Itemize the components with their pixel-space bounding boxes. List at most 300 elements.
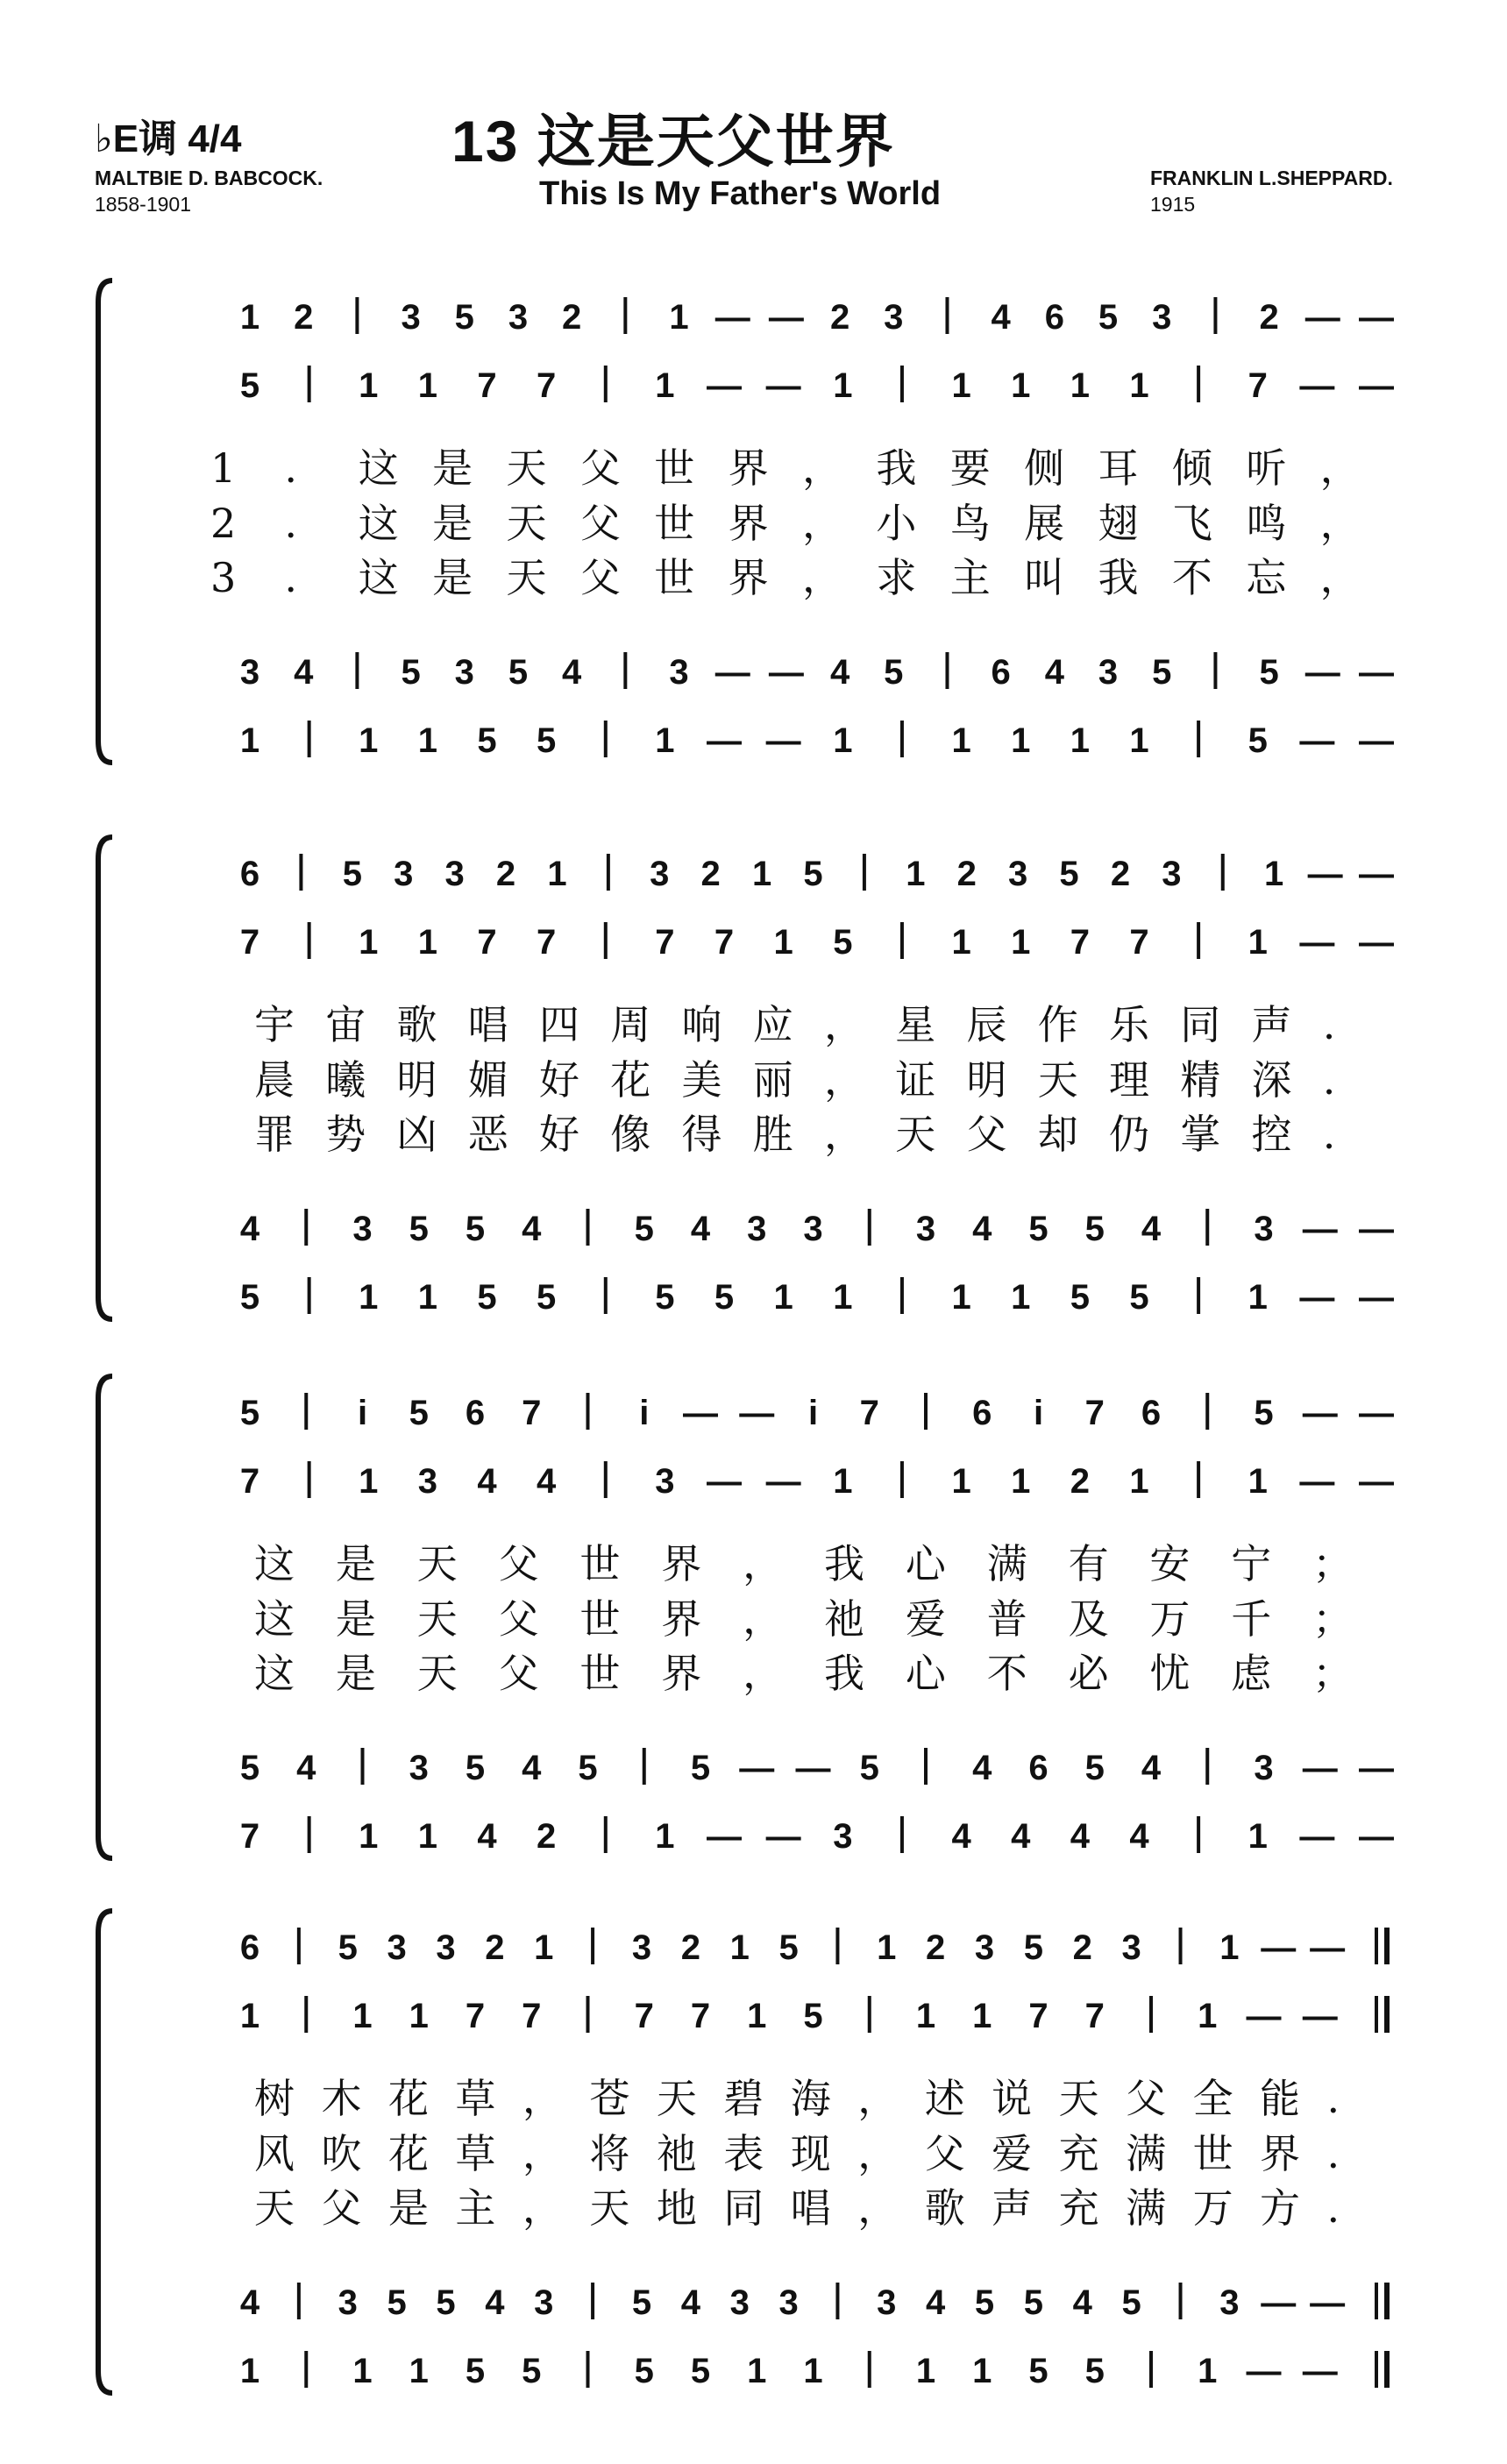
- note-digit: 5: [342, 855, 362, 893]
- note-digit: 5: [1259, 653, 1279, 692]
- lyric-verse-3-syllable: 父: [498, 1650, 539, 1697]
- note-digit: 5: [454, 298, 474, 337]
- lyric-verse-1-syllable: 碧: [723, 2075, 764, 2122]
- lyric-verse-1-syllable: ，: [857, 2075, 899, 2122]
- note-digit: 7: [1084, 1394, 1105, 1432]
- lyric-verse-1-syllable: 界: [728, 444, 769, 492]
- note-digit: 1: [359, 923, 379, 962]
- note-digit: —: [683, 1394, 718, 1432]
- note-digit: 4: [296, 1749, 316, 1787]
- note-digit: 5: [239, 1749, 260, 1787]
- note-digit: 1: [915, 1997, 936, 2035]
- lyric-verse-2-syllable: 充: [1058, 2130, 1099, 2177]
- note-digit: 2: [1110, 855, 1131, 893]
- lyric-verse-1-syllable: 四: [539, 1001, 579, 1048]
- note-digit: 1: [417, 1817, 438, 1856]
- note-digit: 2: [700, 855, 721, 893]
- lyric-verse-1-syllable: 星: [895, 1001, 936, 1048]
- note-digit: 1: [773, 1278, 793, 1317]
- note-digit: 5: [436, 2283, 456, 2322]
- note-digit: 3: [1121, 1928, 1141, 1967]
- lyric-verse-1-syllable: 这: [358, 444, 399, 492]
- lyric-verse-2-syllable: ，: [857, 2130, 899, 2177]
- lyric-verse-2-syllable: 展: [1024, 500, 1065, 547]
- lyric-verse-3-syllable: 仍: [1109, 1111, 1149, 1158]
- lyric-verse-3-syllable: 是: [432, 554, 473, 601]
- note-digit: 5: [1028, 1210, 1049, 1248]
- note-digit: 1: [359, 366, 379, 405]
- lyric-verse-1-syllable: 有: [1068, 1540, 1109, 1587]
- note-digit: 4: [239, 1210, 260, 1248]
- note-digit: 3: [508, 298, 529, 337]
- lyric-verse-1-syllable: 同: [1180, 1001, 1221, 1048]
- note-digit: 5: [1084, 1749, 1105, 1787]
- note-digit: —: [1310, 1928, 1346, 1967]
- lyric-verse-2-syllable: 好: [539, 1056, 579, 1104]
- note-digit: 5: [1098, 298, 1119, 337]
- note-digit: 3: [974, 1928, 995, 1967]
- note-digit: 1: [547, 855, 567, 893]
- note-digit: 3: [401, 298, 421, 337]
- note-digit: 4: [991, 298, 1011, 337]
- lyric-verse-2-syllable: 小: [876, 500, 917, 547]
- note-digit: 1: [1264, 855, 1284, 893]
- note-digit: 6: [465, 1394, 486, 1432]
- lyric-verse-2-syllable: .: [284, 500, 297, 547]
- note-digit: 5: [1028, 2352, 1049, 2390]
- note-digit: 5: [833, 923, 853, 962]
- lyric-verse-3-syllable: 界: [661, 1650, 702, 1697]
- note-digit: 4: [294, 653, 314, 692]
- note-digit: 2: [537, 1817, 557, 1856]
- lyric-verse-2-syllable: 万: [1149, 1595, 1191, 1643]
- note-digit: 5: [655, 1278, 675, 1317]
- lyric-verse-1-syllable: 父: [1126, 2075, 1167, 2122]
- note-digit: 1: [1070, 366, 1090, 405]
- lyric-verse-2-syllable: ，: [1319, 500, 1361, 547]
- note-digit: 3: [1098, 653, 1119, 692]
- note-digit: 5: [1084, 1210, 1105, 1248]
- note-digit: 5: [387, 2283, 407, 2322]
- lyric-verse-1-syllable: 草: [455, 2075, 496, 2122]
- lyric-verse-2-syllable: 界: [1260, 2130, 1301, 2177]
- lyric-verse-1-syllable: 木: [321, 2075, 362, 2122]
- note-digit: 7: [1070, 923, 1090, 962]
- lyric-verse-1-syllable: 花: [387, 2075, 429, 2122]
- lyric-verse-1-syllable: 天: [656, 2075, 697, 2122]
- note-digit: —: [1359, 855, 1394, 893]
- note-digit: 1: [352, 2352, 373, 2390]
- lyric-verse-3-syllable: 充: [1058, 2184, 1099, 2232]
- lyric-verse-1-syllable: 听: [1246, 444, 1287, 492]
- lyric-verse-3-syllable: 天: [589, 2184, 630, 2232]
- note-digit: 2: [495, 855, 516, 893]
- lyric-verse-3-syllable: 唱: [790, 2184, 831, 2232]
- lyric-verse-3-syllable: ，: [522, 2184, 563, 2232]
- lyric-verse-1-syllable: 父: [579, 444, 621, 492]
- lyric-verse-3-syllable: 是: [335, 1650, 376, 1697]
- note-digit: 2: [1072, 1928, 1092, 1967]
- note-digit: 3: [1254, 1210, 1274, 1248]
- note-digit: —: [1359, 1817, 1394, 1856]
- lyric-verse-3-syllable: ，: [857, 2184, 899, 2232]
- lyric-verse-2-syllable: 2: [210, 500, 237, 547]
- lyric-verse-3-syllable: 万: [1192, 2184, 1233, 2232]
- note-digit: 1: [833, 721, 853, 760]
- lyric-verse-3-syllable: 父: [966, 1111, 1007, 1158]
- lyric-verse-2-syllable: 爱: [905, 1595, 946, 1643]
- lyric-verse-3-syllable: 却: [1037, 1111, 1078, 1158]
- lyric-verse-2-syllable: 是: [432, 500, 473, 547]
- note-digit: 4: [562, 653, 582, 692]
- lyricist-name: MALTBIE D. BABCOCK.: [95, 167, 323, 189]
- lyric-verse-1-syllable: 歌: [396, 1001, 437, 1048]
- note-digit: —: [1359, 1462, 1394, 1501]
- lyric-verse-1-syllable: 唱: [467, 1001, 508, 1048]
- note-digit: 5: [477, 721, 497, 760]
- lyric-verse-1-syllable: 满: [986, 1540, 1027, 1587]
- lyric-verse-2-syllable: 曦: [325, 1056, 366, 1104]
- lyric-verse-1-syllable: ，: [522, 2075, 563, 2122]
- note-digit: 3: [394, 855, 414, 893]
- lyric-verse-2-syllable: ，: [743, 1595, 784, 1643]
- lyric-verse-2-syllable: 父: [924, 2130, 965, 2177]
- note-digit: —: [795, 1749, 831, 1787]
- note-digit: —: [1299, 1278, 1335, 1317]
- lyric-verse-1-syllable: 世: [654, 444, 695, 492]
- note-digit: 1: [359, 1817, 379, 1856]
- system-bracket: [98, 280, 112, 763]
- note-digit: 3: [747, 1210, 767, 1248]
- lyric-verse-3-syllable: ，: [743, 1650, 784, 1697]
- note-digit: 5: [803, 855, 823, 893]
- note-digit: 6: [1141, 1394, 1162, 1432]
- note-digit: —: [1261, 1928, 1297, 1967]
- note-digit: 3: [417, 1462, 438, 1501]
- note-digit: —: [1359, 1278, 1394, 1317]
- lyric-verse-2-syllable: 花: [387, 2130, 429, 2177]
- note-digit: 6: [1028, 1749, 1049, 1787]
- note-digit: 3: [803, 1210, 823, 1248]
- note-digit: 2: [1259, 298, 1279, 337]
- lyric-verse-1-syllable: .: [1322, 1001, 1336, 1048]
- note-digit: 3: [833, 1817, 853, 1856]
- lyric-verse-1-syllable: .: [284, 444, 297, 492]
- note-digit: —: [1359, 653, 1394, 692]
- note-digit: 5: [1121, 2283, 1141, 2322]
- note-digit: 3: [436, 1928, 456, 1967]
- lyric-verse-1-syllable: 述: [924, 2075, 965, 2122]
- system-bracket: [98, 1911, 112, 2393]
- note-digit: 5: [859, 1749, 879, 1787]
- lyric-verse-2-syllable: 世: [654, 500, 695, 547]
- lyric-verse-1-syllable: 能: [1260, 2075, 1301, 2122]
- lyric-verse-2-syllable: 这: [358, 500, 399, 547]
- note-digit: 1: [1011, 366, 1031, 405]
- note-digit: 7: [477, 366, 497, 405]
- lyric-verse-3-syllable: 叫: [1024, 554, 1065, 601]
- lyric-verse-3-syllable: 世: [579, 1650, 621, 1697]
- note-digit: 1: [1011, 923, 1031, 962]
- note-digit: 1: [951, 1462, 971, 1501]
- note-digit: 4: [477, 1817, 497, 1856]
- lyric-verse-1-syllable: 世: [579, 1540, 621, 1587]
- note-digit: —: [768, 653, 804, 692]
- note-digit: 5: [1084, 2352, 1105, 2390]
- note-digit: 4: [972, 1749, 992, 1787]
- note-digit: 2: [294, 298, 314, 337]
- note-digit: 5: [239, 1278, 260, 1317]
- note-digit: 1: [1129, 1462, 1149, 1501]
- note-digit: 4: [926, 2283, 946, 2322]
- note-digit: 3: [387, 1928, 407, 1967]
- note-digit: 3: [444, 855, 465, 893]
- note-digit: 5: [578, 1749, 598, 1787]
- lyric-verse-2-syllable: 精: [1180, 1056, 1221, 1104]
- lyric-verse-2-syllable: 现: [790, 2130, 831, 2177]
- note-digit: 7: [1129, 923, 1149, 962]
- note-digit: 5: [1254, 1394, 1274, 1432]
- note-digit: 1: [1248, 923, 1268, 962]
- lyric-verse-1-syllable: 响: [681, 1001, 722, 1048]
- note-digit: 1: [239, 1997, 260, 2035]
- note-digit: 7: [522, 1997, 542, 2035]
- note-digit: 1: [352, 1997, 373, 2035]
- lyric-verse-2-syllable: 父: [498, 1595, 539, 1643]
- note-digit: 3: [1152, 298, 1172, 337]
- note-digit: —: [739, 1394, 775, 1432]
- note-digit: 3: [1162, 855, 1182, 893]
- lyric-verse-1-syllable: 周: [610, 1001, 651, 1048]
- lyric-verse-2-syllable: 吹: [321, 2130, 362, 2177]
- note-digit: i: [807, 1394, 819, 1432]
- note-digit: 1: [417, 1278, 438, 1317]
- lyric-verse-3-syllable: 世: [654, 554, 695, 601]
- note-digit: 7: [537, 366, 557, 405]
- note-digit: 4: [1141, 1749, 1162, 1787]
- lyric-verse-1-syllable: 说: [992, 2075, 1033, 2122]
- note-digit: 4: [1072, 2283, 1092, 2322]
- note-digit: 2: [485, 1928, 505, 1967]
- note-digit: 5: [974, 2283, 995, 2322]
- lyric-verse-1-syllable: 辰: [966, 1001, 1007, 1048]
- note-digit: 5: [884, 653, 904, 692]
- note-digit: 4: [829, 653, 850, 692]
- composer-name: FRANKLIN L.SHEPPARD.: [1150, 167, 1393, 189]
- lyricist-years: 1858-1901: [95, 193, 191, 216]
- lyric-verse-3-syllable: 我: [1098, 554, 1139, 601]
- note-digit: —: [714, 653, 750, 692]
- note-digit: 3: [729, 2283, 750, 2322]
- lyric-verse-1-syllable: 全: [1192, 2075, 1233, 2122]
- note-digit: 2: [680, 1928, 700, 1967]
- note-digit: 1: [1011, 1278, 1031, 1317]
- lyric-verse-2-syllable: 祂: [656, 2130, 697, 2177]
- note-digit: 5: [409, 1394, 429, 1432]
- note-digit: 3: [655, 1462, 675, 1501]
- note-digit: 3: [338, 2283, 358, 2322]
- note-digit: 4: [972, 1210, 992, 1248]
- lyric-verse-3-syllable: .: [1326, 2184, 1340, 2232]
- note-digit: 6: [239, 855, 260, 893]
- lyric-verse-2-syllable: ，: [824, 1056, 864, 1104]
- note-digit: 5: [690, 2352, 711, 2390]
- note-digit: 1: [906, 855, 926, 893]
- lyric-verse-2-syllable: 丽: [752, 1056, 793, 1104]
- note-digit: i: [1033, 1394, 1044, 1432]
- note-digit: —: [707, 1462, 743, 1501]
- lyric-verse-1-syllable: 乐: [1109, 1001, 1149, 1048]
- lyric-verse-3-syllable: 同: [723, 2184, 764, 2232]
- note-digit: 1: [972, 2352, 992, 2390]
- note-digit: —: [765, 1817, 801, 1856]
- note-digit: 1: [239, 2352, 260, 2390]
- note-digit: 1: [1070, 721, 1090, 760]
- lyric-verse-1-syllable: 天: [1058, 2075, 1099, 2122]
- note-digit: 4: [239, 2283, 260, 2322]
- lyric-verse-3-syllable: 主: [949, 554, 991, 601]
- note-digit: 1: [951, 721, 971, 760]
- note-digit: 5: [1248, 721, 1268, 760]
- lyric-verse-3-syllable: 凶: [396, 1111, 437, 1158]
- lyric-verse-3-syllable: 像: [610, 1111, 651, 1158]
- note-digit: —: [1299, 1817, 1335, 1856]
- lyric-verse-3-syllable: 天: [506, 554, 547, 601]
- note-digit: —: [1359, 1210, 1394, 1248]
- note-digit: 5: [409, 1210, 429, 1248]
- note-digit: 4: [680, 2283, 700, 2322]
- note-digit: 5: [465, 1210, 486, 1248]
- note-digit: 1: [1248, 1278, 1268, 1317]
- note-digit: 1: [1198, 1997, 1218, 2035]
- note-digit: —: [765, 366, 801, 405]
- note-digit: —: [1246, 1997, 1282, 2035]
- note-digit: 3: [650, 855, 670, 893]
- note-digit: 1: [803, 2352, 823, 2390]
- lyric-verse-3-syllable: 求: [876, 554, 917, 601]
- lyric-verse-1-syllable: 我: [876, 444, 917, 492]
- lyric-verse-3-syllable: 这: [358, 554, 399, 601]
- note-digit: 5: [239, 1394, 260, 1432]
- lyric-verse-3-syllable: 不: [986, 1650, 1027, 1697]
- note-digit: 1: [833, 366, 853, 405]
- lyric-verse-2-syllable: 界: [728, 500, 769, 547]
- lyric-verse-1-syllable: 天: [506, 444, 547, 492]
- note-digit: 3: [1219, 2283, 1240, 2322]
- note-digit: 7: [537, 923, 557, 962]
- lyric-verse-2-syllable: 美: [681, 1056, 722, 1104]
- lyric-verse-1-syllable: 宙: [325, 1001, 366, 1048]
- lyric-verse-3-syllable: 心: [905, 1650, 946, 1697]
- note-digit: 1: [1198, 2352, 1218, 2390]
- note-digit: 3: [877, 2283, 897, 2322]
- lyric-verse-2-syllable: 表: [723, 2130, 764, 2177]
- lyric-verse-1-syllable: 是: [432, 444, 473, 492]
- note-digit: 5: [634, 1210, 654, 1248]
- hymn-title-text: 这是天父世界: [537, 109, 895, 174]
- note-digit: —: [1304, 298, 1340, 337]
- note-digit: 4: [951, 1817, 971, 1856]
- note-digit: 4: [477, 1462, 497, 1501]
- lyric-verse-1-syllable: 树: [254, 2075, 295, 2122]
- note-digit: 5: [465, 1749, 486, 1787]
- lyric-verse-2-syllable: 明: [966, 1056, 1007, 1104]
- note-digit: 2: [829, 298, 850, 337]
- note-digit: 1: [1248, 1462, 1268, 1501]
- note-digit: —: [1359, 721, 1394, 760]
- note-digit: 1: [747, 1997, 767, 2035]
- lyric-verse-3-syllable: 忘: [1246, 554, 1287, 601]
- note-digit: 3: [352, 1210, 373, 1248]
- note-digit: 2: [956, 855, 977, 893]
- note-digit: 1: [773, 923, 793, 962]
- note-digit: —: [1261, 2283, 1297, 2322]
- note-digit: 3: [534, 2283, 554, 2322]
- note-digit: —: [707, 721, 743, 760]
- lyric-verse-3-syllable: .: [1322, 1111, 1336, 1158]
- note-digit: 1: [417, 366, 438, 405]
- lyric-verse-2-syllable: .: [1322, 1056, 1336, 1104]
- lyric-verse-1-syllable: 这: [254, 1540, 295, 1587]
- note-digit: 7: [634, 1997, 654, 2035]
- lyric-verse-3-syllable: 我: [824, 1650, 864, 1697]
- note-digit: 5: [338, 1928, 358, 1967]
- note-digit: —: [1299, 1462, 1335, 1501]
- note-digit: 1: [972, 1997, 992, 2035]
- lyric-verse-3-syllable: ；: [1312, 1650, 1354, 1697]
- note-digit: 1: [877, 1928, 897, 1967]
- note-digit: 3: [884, 298, 904, 337]
- note-digit: 4: [522, 1749, 542, 1787]
- hymn-title-english: This Is My Father's World: [539, 175, 942, 212]
- note-digit: 5: [631, 2283, 652, 2322]
- note-digit: 1: [1219, 1928, 1240, 1967]
- lyric-verse-1-syllable: 应: [752, 1001, 793, 1048]
- note-digit: —: [765, 721, 801, 760]
- lyric-verse-2-syllable: 世: [579, 1595, 621, 1643]
- lyric-verse-1-syllable: 1: [210, 444, 237, 492]
- note-digit: 1: [655, 1817, 675, 1856]
- lyric-verse-3-syllable: 天: [254, 2184, 295, 2232]
- note-digit: —: [1299, 923, 1335, 962]
- lyric-verse-1-syllable: 天: [416, 1540, 458, 1587]
- lyric-verse-1-syllable: 宇: [254, 1001, 295, 1048]
- note-digit: 7: [714, 923, 735, 962]
- lyric-verse-3-syllable: 罪: [254, 1111, 295, 1158]
- note-digit: —: [707, 1817, 743, 1856]
- note-digit: 4: [1141, 1210, 1162, 1248]
- lyric-verse-3-syllable: 地: [656, 2184, 697, 2232]
- lyric-verse-2-syllable: 鸣: [1246, 500, 1287, 547]
- lyric-verse-2-syllable: 爱: [992, 2130, 1033, 2177]
- note-digit: 1: [534, 1928, 554, 1967]
- note-digit: 6: [1044, 298, 1064, 337]
- lyric-verse-1-syllable: ，: [802, 444, 842, 492]
- lyric-verse-2-syllable: 花: [610, 1056, 651, 1104]
- lyric-verse-3-syllable: 不: [1171, 554, 1212, 601]
- note-digit: —: [1246, 2352, 1282, 2390]
- note-digit: —: [1359, 1749, 1394, 1787]
- lyric-verse-2-syllable: 鸟: [949, 500, 991, 547]
- note-digit: 2: [926, 1928, 946, 1967]
- lyric-verse-2-syllable: 是: [335, 1595, 376, 1643]
- lyric-verse-3-syllable: 势: [325, 1111, 366, 1158]
- lyric-verse-2-syllable: 风: [254, 2130, 295, 2177]
- lyric-verse-1-syllable: ；: [1312, 1540, 1354, 1587]
- note-digit: 7: [655, 923, 675, 962]
- lyric-verse-3-syllable: 恶: [467, 1111, 508, 1158]
- note-digit: 5: [477, 1278, 497, 1317]
